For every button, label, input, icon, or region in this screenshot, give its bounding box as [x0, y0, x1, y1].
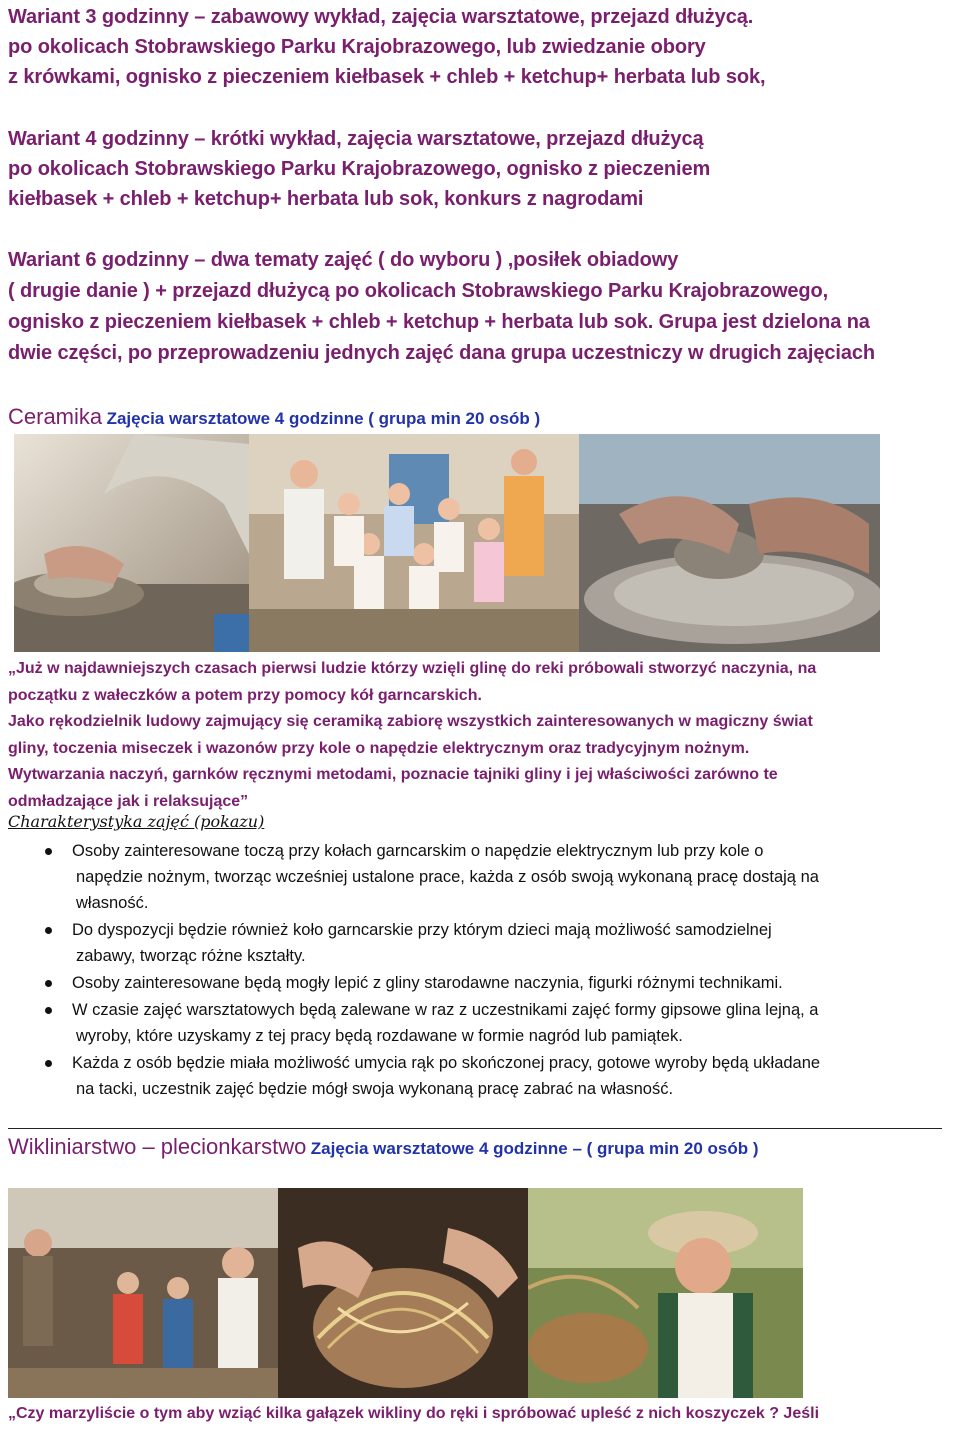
ceramics-heading: [8, 404, 540, 430]
ceramics-quote-line: Jako rękodzielnik ludowy zajmujący się ceramiką zabiorę wszystkich zainteresowanych w magiczny świat: [8, 713, 813, 730]
list-item-line: W czasie zajęć warsztatowych będą zalewane w raz z uczestnikami zajęć formy gipsowe glina lejną, a: [72, 1001, 819, 1019]
list-item-line: Każda z osób będzie miała możliwość umycia rąk po skończonej pracy, gotowe wyroby będą układane: [72, 1054, 821, 1072]
wicker-hands-photo: [278, 1188, 528, 1398]
ceramics-quote-line: gliny, toczenia miseczek i wazonów przy kole o napędzie elektrycznym oraz tradycyjnym nożnym.: [8, 739, 750, 757]
ceramics-quote-line: Wytwarzania naczyń, garnków ręcznymi metodami, poznacie tajniki gliny i jej właściwości zarówno te: [8, 766, 778, 783]
ceramics-quote: [8, 656, 958, 815]
pottery-hands-photo-right: [579, 434, 880, 652]
variant-6-line: ( drugie danie ) + przejazd dłużycą po okolicach Stobrawskiego Parku Krajobrazowego,: [8, 280, 829, 302]
wicker-quote-line: „Czy marzyliście o tym aby wziąć kilka gałązek wikliny do ręki i spróbować upleść z nich koszyczek ? Jeśli: [8, 1405, 820, 1422]
ceramics-subtitle: Zajęcia warsztatowe 4 godzinne ( grupa min 20 osób ): [106, 409, 541, 428]
list-item-line: Osoby zainteresowane będą mogły lepić z gliny starodawne naczynia, figurki różnymi technikami.: [72, 974, 783, 992]
wicker-quote: [8, 1401, 958, 1428]
list-item-line: Do dyspozycji będzie również koło garncarskie przy którym dzieci mają możliwość samodzielnej: [72, 921, 772, 939]
variant-6-line: ognisko z pieczeniem kiełbasek + chleb + ketchup + herbata lub sok. Grupa jest dzielona na: [8, 311, 870, 333]
bullet-icon: [45, 1060, 52, 1067]
ceramics-quote-line: odmładzające jak i relaksujące”: [8, 792, 249, 810]
variant-4-line: Wariant 4 godzinny – krótki wykład, zajęcia warsztatowe, przejazd dłużycą: [8, 128, 704, 150]
ceramics-quote-line: „Już w najdawniejszych czasach pierwsi ludzie którzy wzięli glinę do reki próbowali stworzyć naczynia, na: [8, 660, 817, 677]
children-group-photo: [249, 434, 579, 652]
variant-6-line: dwie części, po przeprowadzeniu jednych zajęć dana grupa uczestniczy w drugich zajęciach: [8, 342, 876, 364]
list-item-line: wyroby, które uzyskamy z tej pracy będą rozdawane w formie nagród lub pamiątek.: [76, 1027, 683, 1045]
bullet-icon: [45, 980, 52, 987]
list-item-line: na tacki, uczestnik zajęć będzie mógł swoja wykonaną pracę zabrać na własność.: [76, 1080, 674, 1098]
variant-3-paragraph: [8, 2, 958, 92]
wicker-classroom-photo: [8, 1188, 278, 1398]
bullet-icon: [45, 848, 52, 855]
variant-6-paragraph: [8, 245, 958, 369]
variant-4-line: po okolicach Stobrawskiego Parku Krajobrazowego, ognisko z pieczeniem: [8, 158, 711, 180]
variant-6-line: Wariant 6 godzinny – dwa tematy zajęć ( do wyboru ) ,posiłek obiadowy: [8, 249, 679, 271]
variant-4-paragraph: [8, 124, 958, 214]
wicker-artisan-photo: [528, 1188, 803, 1398]
section-divider: [8, 1128, 942, 1129]
variant-3-line: z krówkami, ognisko z pieczeniem kiełbasek + chleb + ketchup+ herbata lub sok,: [8, 66, 766, 88]
list-item-line: Osoby zainteresowane toczą przy kołach garncarskim o napędzie elektrycznym lub przy kole o: [72, 842, 764, 860]
ceramics-quote-line: początku z wałeczków a potem przy pomocy kół garncarskich.: [8, 686, 482, 704]
wicker-title: Wikliniarstwo – plecionkarstwo: [8, 1134, 307, 1159]
bullet-icon: [45, 1007, 52, 1014]
list-item-line: zabawy, tworząc różne kształty.: [76, 947, 306, 965]
list-item-line: napędzie nożnym, tworząc wcześniej ustalone prace, każda z osób swoją wykonaną pracę dostają na: [76, 868, 819, 886]
characteristics-title: Charakterystyka zajęć (pokazu): [8, 812, 265, 831]
wicker-subtitle: Zajęcia warsztatowe 4 godzinne – ( grupa min 20 osób ): [310, 1139, 759, 1158]
wicker-heading: [8, 1134, 759, 1160]
pottery-wheel-photo-left: [14, 434, 249, 652]
list-item-line: własność.: [76, 894, 149, 912]
ceramics-title: Ceramika: [8, 404, 103, 429]
bullet-icon: [45, 927, 52, 934]
variant-3-line: po okolicach Stobrawskiego Parku Krajobrazowego, lub zwiedzanie obory: [8, 36, 706, 58]
variant-3-line: Wariant 3 godzinny – zabawowy wykład, zajęcia warsztatowe, przejazd dłużycą.: [8, 6, 754, 28]
variant-4-line: kiełbasek + chleb + ketchup+ herbata lub sok, konkurs z nagrodami: [8, 188, 644, 210]
